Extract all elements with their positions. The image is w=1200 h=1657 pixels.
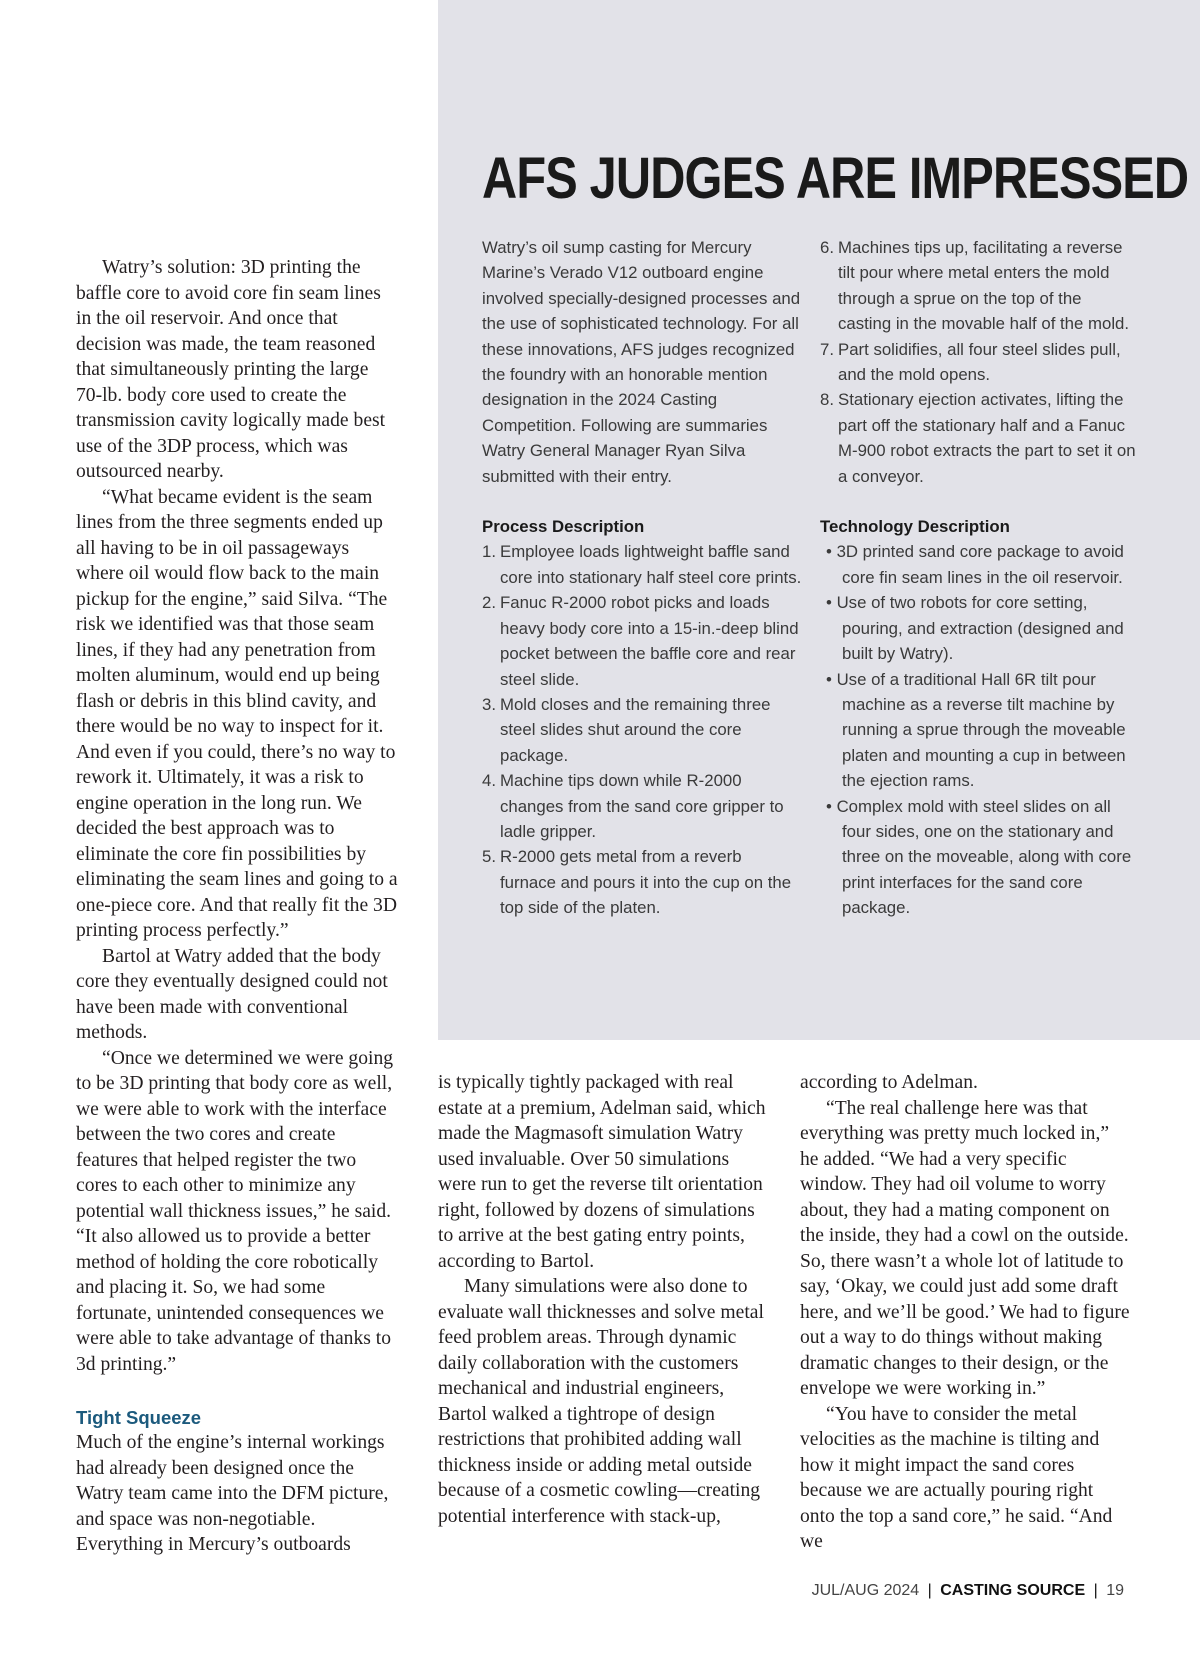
process-steps-list (482, 539, 802, 920)
process-steps-list-continued (820, 235, 1138, 489)
paragraph: Watry’s solution: 3D printing the baffle core to avoid core fin seam lines in the oil reservoir. And once that decision was made, the team reasoned that simultaneously printing the large 70-lb. body core used to create the transmission cavity logically made best use of the 3DP process, which was outsourced nearby. (76, 257, 386, 482)
paragraph: Much of the engine’s internal workings had already been designed once the Watry team came into the DFM picture, and space was non-negotiable. Everything in Mercury’s outboards (76, 1432, 389, 1555)
list-item-text: Complex mold with steel slides on all four sides, one on the stationary and three on the moveable, along with core print interfaces for the sand core package. (836, 796, 1132, 918)
middle-column (438, 1070, 768, 1529)
step-number: 6. (820, 238, 834, 257)
paragraph: “The real challenge here was that everything was pretty much locked in,” he added. “We had a very specific window. They had oil volume to worry about, they had a mating component on the inside, they had a cowl on the outside. So, there wasn’t a whole lot of latitude to say, ‘Okay, we could just add some draft here, and we’ll be good.’ We had to figure out a way to do things without making dramatic changes to their design, or the envelope we were working in.” (800, 1097, 1130, 1399)
list-item-text: 3D printed sand core package to avoid core fin seam lines in the oil reservoir. (836, 542, 1124, 587)
list-item (820, 337, 1138, 388)
sidebar-column-right (820, 235, 1138, 921)
page-footer (812, 1582, 1124, 1600)
step-number: 7. (820, 339, 834, 359)
step-number: 3. (482, 694, 496, 714)
step-text: Part solidifies, all four steel slides pull, and the mold opens. (838, 339, 1121, 385)
list-item (820, 235, 1138, 337)
bullet-icon: • (826, 542, 832, 562)
list-item-text: Use of a traditional Hall 6R tilt pour machine as a reverse tilt machine by running a sprue through the moveable platen and mounting a cup in between the ejection rams. (836, 669, 1126, 791)
bullet-icon: • (826, 593, 832, 613)
list-item (482, 590, 802, 692)
paragraph: Bartol at Watry added that the body core they eventually designed could not have been made with conventional methods. (76, 945, 388, 1043)
bullet-icon: • (826, 669, 832, 689)
issue-date: JUL/AUG 2024 (811, 1582, 920, 1599)
step-text: Stationary ejection activates, lifting the part off the stationary half and a Fanuc M-900 robot extracts the part to set it on a conveyor. (838, 390, 1136, 486)
publication-name: CASTING SOURCE (940, 1582, 1086, 1599)
list-item (820, 590, 1138, 666)
step-text: Machine tips down while R-2000 changes from the sand core gripper to ladle gripper. (500, 771, 784, 841)
process-heading: Process Description (482, 517, 645, 537)
paragraph: “Once we determined we were going to be 3D printing that body core as well, we were able to work with the interface between the two cores and create features that helped register the two cores to each other to minimize any potential wall thickness issues,” he said. “It also allowed us to provide a better method of holding the core robotically and placing it. So, we had some fortunate, unintended consequences we were able to take advantage of thanks to 3d printing.” (76, 1047, 394, 1375)
footer-separator: | (927, 1582, 932, 1599)
section-subhead: Tight Squeeze (76, 1407, 202, 1428)
step-number: 5. (482, 847, 496, 867)
list-item (820, 539, 1138, 590)
left-column (76, 255, 398, 1558)
step-text: Fanuc R-2000 robot picks and loads heavy body core into a 15-in.-deep blind pocket between the baffle core and rear steel slide. (500, 593, 799, 689)
step-text: Employee loads lightweight baffle sand core into stationary half steel core prints. (500, 542, 802, 587)
technology-heading: Technology Description (820, 517, 1010, 537)
paragraph: according to Adelman. (800, 1072, 978, 1093)
list-item-text: Use of two robots for core setting, pouring, and extraction (designed and built by Watry). (836, 593, 1124, 664)
step-text: R-2000 gets metal from a reverb furnace and pours it into the cup on the top side of the platen. (500, 847, 792, 918)
list-item (820, 794, 1138, 921)
sidebar-title: AFS JUDGES ARE IMPRESSED (482, 146, 1189, 211)
step-number: 1. (482, 542, 496, 562)
list-item (482, 539, 802, 590)
step-number: 2. (482, 593, 496, 613)
list-item (820, 667, 1138, 794)
right-column (800, 1070, 1130, 1555)
step-text: Mold closes and the remaining three steel slides shut around the core package. (500, 694, 771, 765)
step-number: 8. (820, 390, 834, 410)
technology-list (820, 539, 1138, 920)
step-number: 4. (482, 771, 496, 791)
footer-separator: | (1093, 1582, 1098, 1599)
paragraph: “You have to consider the metal velocities as the machine is tilting and how it might impact the sand cores because we are actually pouring right onto the top a sand core,” he said. “And we (800, 1403, 1113, 1552)
paragraph: “What became evident is the seam lines from the three segments ended up all having to be in oil passageways where oil would flow back to the main pickup for the engine,” said Silva. “The risk we identified was that those seam lines, if they had any penetration from molten aluminum, would end up being flash or debris in this blind cavity, and there would be no way to inspect for it. And even if you could, there’s no way to rework it. Ultimately, it was a risk to engine operation in the long run. We decided the best approach was to eliminate the core fin possibilities by eliminating the seam lines and going to a one-piece core. And that really fit the 3D printing process perfectly.” (76, 486, 398, 941)
sidebar-intro: Watry’s oil sump casting for Mercury Marine’s Verado V12 outboard engine involved specially-designed processes and the use of sophisticated technology. For all these innovations, AFS judges recognized the foundry with an honorable mention designation in the 2024 Casting Competition. Following are summaries Watry General Manager Ryan Silva submitted with their entry. (482, 238, 801, 486)
paragraph: Many simulations were also done to evaluate wall thicknesses and solve metal feed problem areas. Through dynamic daily collaboration with the customers mechanical and industrial engineers, Bartol walked a tightrope of design restrictions that prohibited adding wall thickness inside or adding metal outside because of a cosmetic cowling—creating potential interference with stack-up, (438, 1276, 764, 1527)
page-number: 19 (1106, 1582, 1124, 1599)
step-text: Machines tips up, facilitating a reverse tilt pour where metal enters the mold through a sprue on the top of the casting in the movable half of the mold. (838, 238, 1130, 334)
list-item (482, 692, 802, 768)
list-item (820, 387, 1138, 489)
list-item (482, 844, 802, 920)
sidebar-column-left (482, 235, 802, 921)
bullet-icon: • (826, 796, 832, 816)
paragraph: is typically tightly packaged with real estate at a premium, Adelman said, which made the Magmasoft simulation Watry used invaluable. Over 50 simulations were run to get the reverse tilt orientation right, followed by dozens of simulations to arrive at the best gating entry points, according to Bartol. (438, 1072, 766, 1272)
list-item (482, 768, 802, 844)
